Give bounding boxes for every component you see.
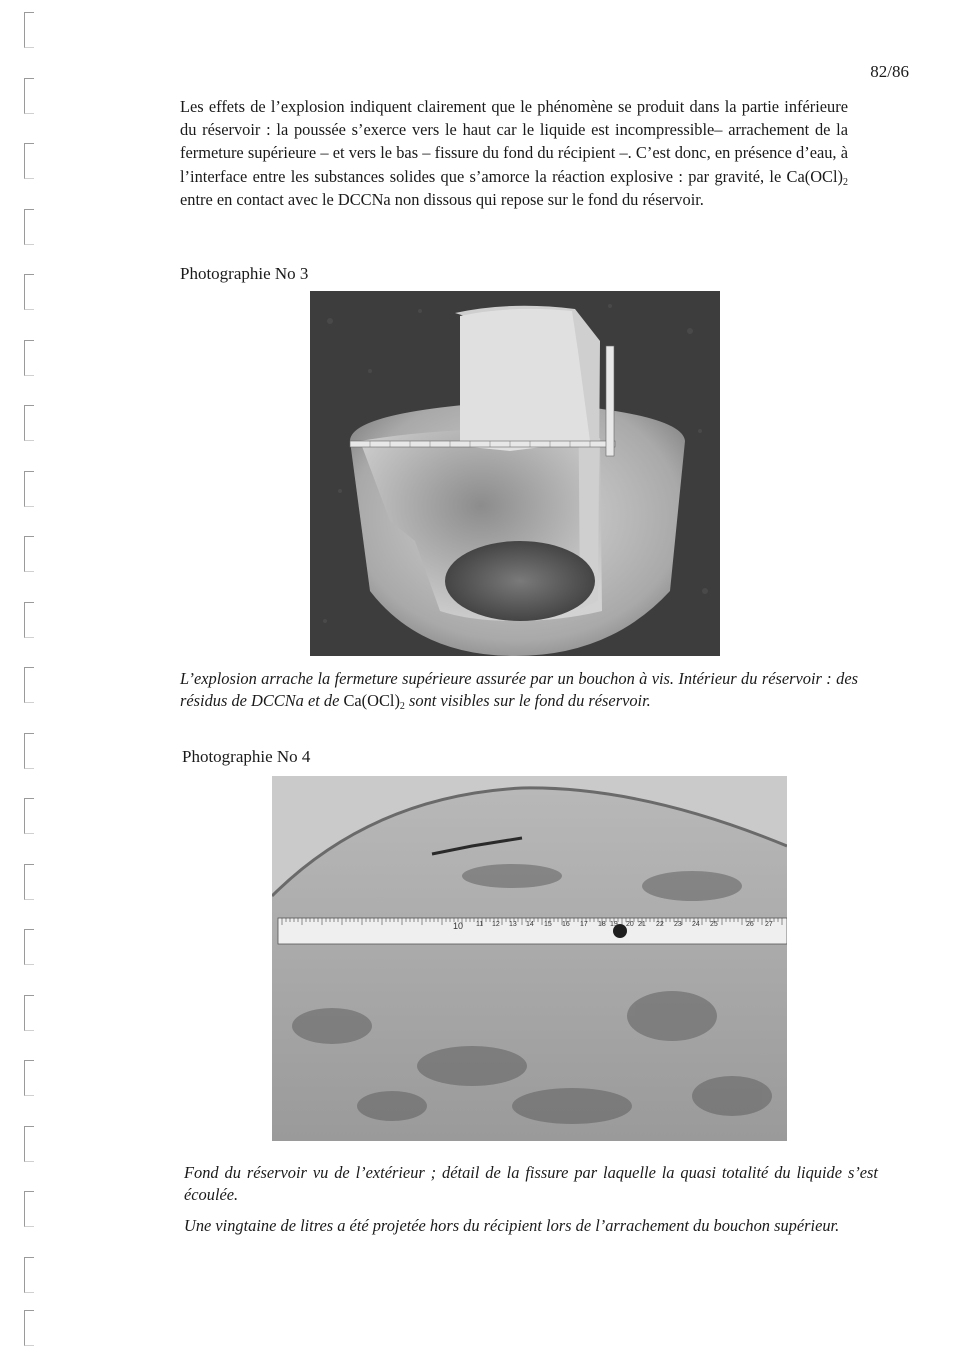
ruler-label: 16	[562, 921, 570, 928]
ruler-label: 25	[710, 921, 718, 928]
binder-holes	[0, 0, 60, 1355]
binder-hole	[24, 929, 34, 965]
photo4-tank-bottom	[272, 776, 787, 1141]
subscript: 2	[843, 176, 848, 188]
ruler-label: 12	[492, 921, 500, 928]
photo4-caption-2: Une vingtaine de litres a été projetée hors du récipient lors de l’arrachement du bouchon supérieur.	[184, 1216, 840, 1235]
binder-hole	[24, 143, 34, 179]
ruler-label: 18	[598, 921, 606, 928]
binder-hole	[24, 995, 34, 1031]
binder-hole	[24, 798, 34, 834]
intro-text-end: entre en contact avec le DCCNa non dissous qui repose sur le fond du réservoir.	[180, 189, 704, 209]
ruler-label: 24	[692, 921, 700, 928]
photo3-heading: Photographie No 3	[180, 264, 309, 283]
intro-text-start: Les effets de l’explosion indiquent clairement que le phénomène se produit dans la partie inférieure du réservoir : la poussée s’exerce vers le haut car le liquide est incompressible– arrachement de la fermeture supérieure – et vers le bas – fissure du fond du récipient –. C’est donc, en présence d’eau, à l’interface entre les substances solides que s’amorce la réaction explosive : par gravité, le Ca(OCl)	[180, 97, 848, 186]
binder-hole	[24, 340, 34, 376]
ruler-label: 17	[580, 921, 588, 928]
binder-hole	[24, 471, 34, 507]
ruler-label: 15	[544, 921, 552, 928]
ruler-label: 13	[509, 921, 517, 928]
binder-hole	[24, 1060, 34, 1096]
caption-text-end: sont visibles sur le fond du réservoir.	[404, 691, 651, 710]
formula: Ca(OCl)	[343, 691, 400, 710]
page-number: 82/86	[870, 62, 909, 81]
binder-hole	[24, 536, 34, 572]
photo4-caption-1: Fond du réservoir vu de l’extérieur ; détail de la fissure par laquelle la quasi totalité du liquide s’est écoulée.	[184, 1163, 878, 1204]
ruler-label: 22	[656, 921, 664, 928]
binder-hole	[24, 602, 34, 638]
ruler-label: 19	[610, 921, 618, 928]
ruler-label: 21	[638, 921, 646, 928]
binder-hole	[24, 1257, 34, 1293]
ruler-labels	[272, 921, 787, 941]
subscript: 2	[399, 701, 405, 712]
binder-hole	[24, 1310, 34, 1346]
ruler-label: 27	[765, 921, 773, 928]
ruler-label: 11	[476, 921, 484, 928]
binder-hole	[24, 274, 34, 310]
binder-hole	[24, 1126, 34, 1162]
photo4-heading: Photographie No 4	[182, 747, 311, 766]
binder-hole	[24, 667, 34, 703]
ruler-label: 10	[453, 921, 464, 931]
binder-hole	[24, 12, 34, 48]
binder-hole	[24, 733, 34, 769]
ruler-label: 20	[626, 921, 634, 928]
caption-text-start: L’explosion arrache la fermeture supérieure assurée par un bouchon à vis. Intérieur du réservoir : des résidus de DCCNa et de	[180, 669, 858, 710]
ruler-label: 14	[526, 921, 534, 928]
photo3-caption	[180, 668, 858, 712]
binder-hole	[24, 405, 34, 441]
photo3-tank-interior	[310, 291, 720, 656]
binder-hole	[24, 1191, 34, 1227]
binder-hole	[24, 78, 34, 114]
intro-paragraph	[180, 95, 848, 211]
ruler-label: 26	[746, 921, 754, 928]
binder-hole	[24, 864, 34, 900]
binder-hole	[24, 209, 34, 245]
ruler-label: 23	[674, 921, 682, 928]
